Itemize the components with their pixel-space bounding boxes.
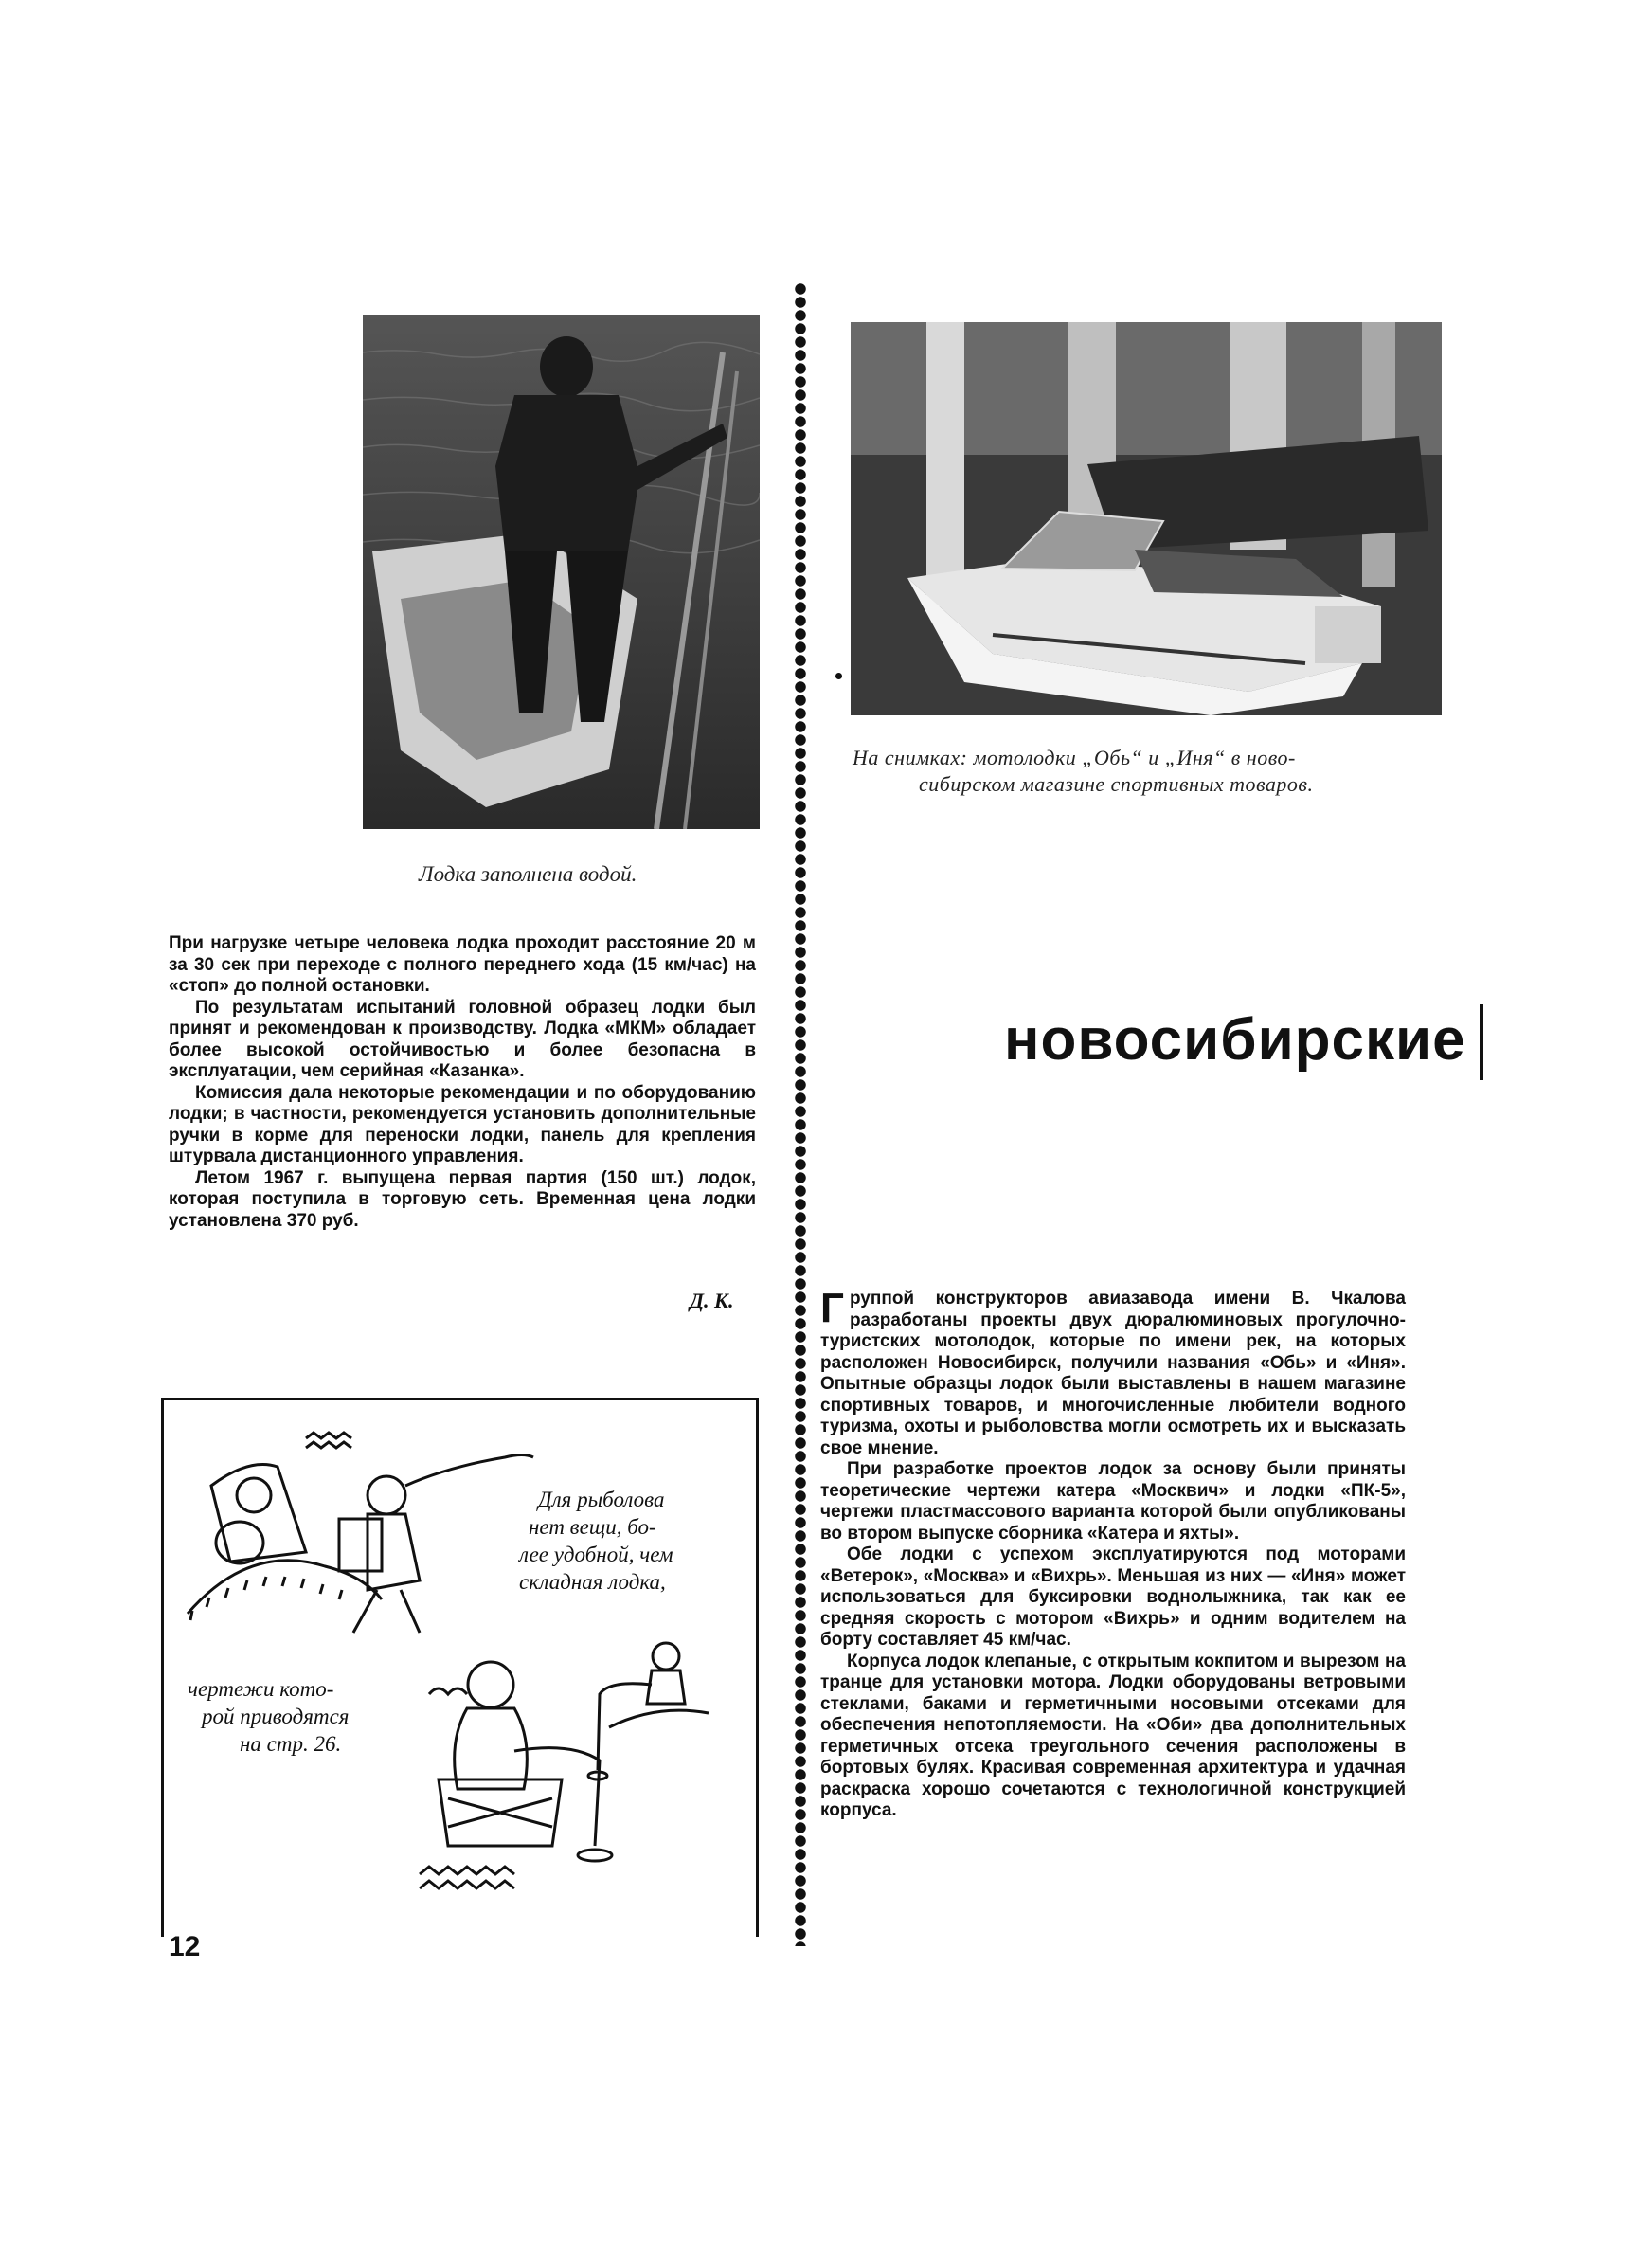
- cartoon-caption-line: рой приводятся: [202, 1705, 350, 1728]
- cartoon-caption-line: складная лодка,: [519, 1570, 666, 1594]
- right-photo-caption: [853, 745, 1459, 798]
- right-photo: [851, 322, 1442, 715]
- cartoon-caption-left: [173, 1675, 349, 1758]
- small-dot: [835, 673, 842, 679]
- page-number: 12: [169, 1931, 201, 1962]
- cartoon-caption-line: нет вещи, бо-: [529, 1515, 656, 1539]
- cartoon-box: [161, 1398, 759, 1937]
- right-photo-caption-line1: На снимках: мотолодки „Обь“ и „Иня“ в ново-: [853, 746, 1296, 769]
- cartoon-caption-right: [519, 1486, 673, 1596]
- cartoon-caption-line: лее удобной, чем: [519, 1543, 673, 1566]
- cartoon-caption-line: Для рыболова: [538, 1488, 665, 1511]
- left-article-paragraph: При нагрузке четыре человека лодка проходит расстояние 20 м за 30 сек при переходе с полного переднего хода (15 км/час) на «стоп» до полной остановки.: [169, 933, 756, 996]
- left-photo-illustration: [363, 315, 760, 829]
- dropcap: Г: [820, 1285, 844, 1331]
- right-article-first-paragraph-text: руппой конструкторов авиазавода имени В. Чкалова разработаны проекты двух дюралюминовых прогулочно-туристских мотолодок, которые по имени рек, на которых расположен Новосибирск, получили названия «Обь» и «Иня». Опытные образцы лодок были выставлены в нашем магазине спортивных товаров, и многочисленные любители водного туризма, охоты и рыболовства могли осмотреть их и высказать свое мнение.: [820, 1289, 1406, 1458]
- right-article-paragraph: Обе лодки с успехом эксплуатируются под моторами «Ветерок», «Москва» и «Вихрь». Меньшая из них — «Иня» может использоваться для буксировки воднолыжника, так как ее средняя скорость с мотором «Вихрь» и одним водителем на борту составляет 45 км/час.: [820, 1544, 1406, 1650]
- right-article: [820, 1285, 1406, 1822]
- right-article-paragraph: При разработке проектов лодок за основу были приняты теоретические чертежи катера «Москвич» и лодки «ПК-5», чертежи пластмассового варианта которой были опубликованы во втором выпуске сборника «Катера и яхты».: [820, 1459, 1406, 1544]
- headline-rule: [1480, 1004, 1483, 1080]
- left-article-paragraph: Комиссия дала некоторые рекомендации и по оборудованию лодки; в частности, рекомендуется установить дополнительные ручки в корме для переноски лодки, панель для крепления штурвала дистанционного управления.: [169, 1082, 756, 1166]
- right-article-paragraph: Корпуса лодок клепаные, с открытым кокпитом и вырезом на транце для установки мотора. Лодки оборудованы ветровыми стеклами, баками и герметичными носовыми отсеками для обеспечения непотопляемости. На «Оби» два дополнительных герметичных отсека треугольного сечения расположены в бортовых булях. Красивая современная архитектура и удачная раскраска хорошо сочетаются с технологичной конструкцией корпуса.: [820, 1651, 1406, 1820]
- right-photo-caption-line2: сибирском магазине спортивных товаров.: [919, 772, 1314, 796]
- left-article: [169, 933, 756, 1232]
- right-article-first-paragraph: [820, 1285, 1406, 1459]
- right-photo-illustration: [851, 322, 1442, 715]
- cartoon-caption-line: чертежи кото-: [188, 1677, 334, 1701]
- left-photo-caption: Лодка заполнена водой.: [419, 862, 637, 886]
- left-article-paragraph: По результатам испытаний головной образец лодки был принят и рекомендован к производству. Лодка «МКМ» обладает более высокой остойчивостью и более безопасна в эксплуатации, чем серийная «Казанка».: [169, 997, 756, 1081]
- left-article-paragraph: Летом 1967 г. выпущена первая партия (150 шт.) лодок, которая поступила в торговую сеть. Временная цена лодки установлена 370 руб.: [169, 1167, 756, 1231]
- cartoon-illustration: [164, 1400, 756, 1937]
- cartoon-caption-line: на стр. 26.: [240, 1732, 342, 1756]
- column-divider: [793, 282, 808, 1946]
- signature: Д. К.: [690, 1289, 734, 1312]
- headline: новосибирские: [1004, 1007, 1466, 1073]
- left-photo: [363, 315, 760, 829]
